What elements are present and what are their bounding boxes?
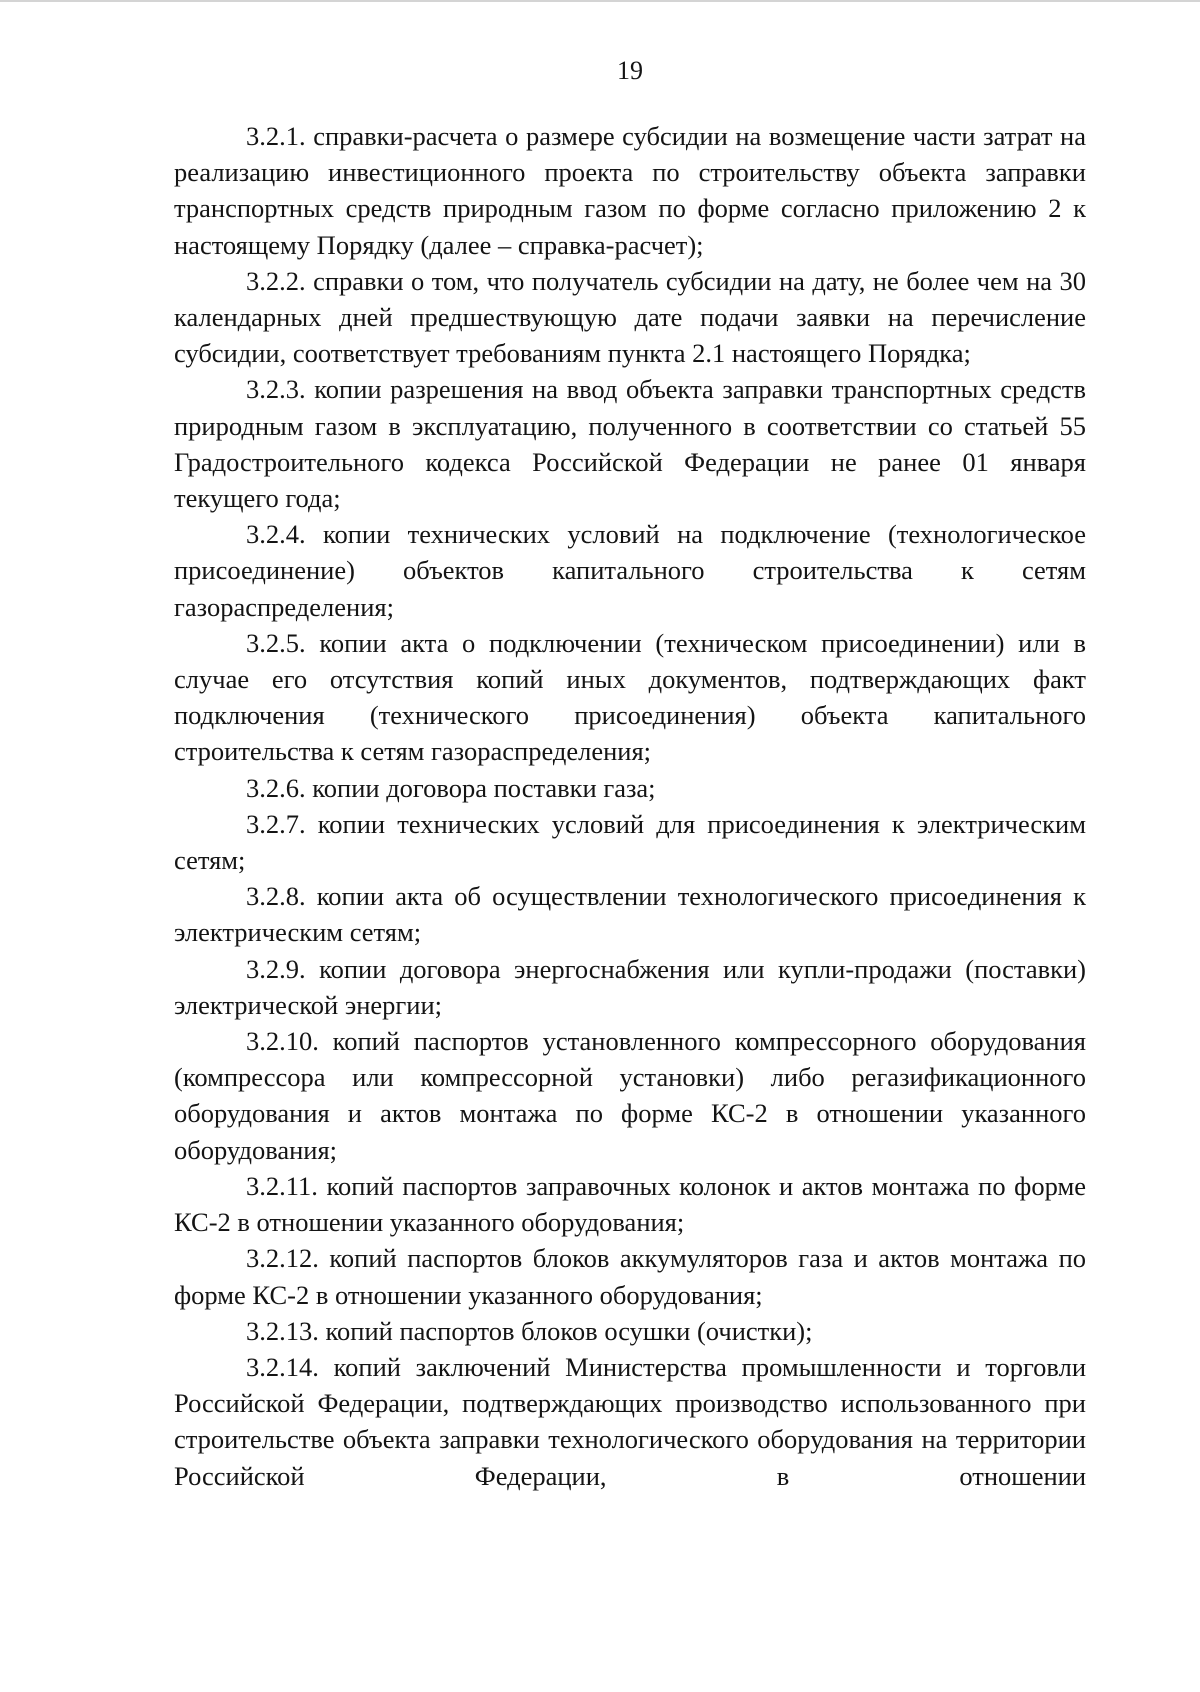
- paragraph-3-2-12: 3.2.12. копий паспортов блоков аккумуляторов газа и актов монтажа по форме КС-2 в отношении указанного оборудования;: [174, 1243, 1086, 1310]
- paragraph-3-2-1: 3.2.1. справки-расчета о размере субсидии на возмещение части затрат на реализацию инвестиционного проекта по строительству объекта заправки транспортных средств природным газом по форме согласно приложению 2 к настоящему Порядку (далее – справка-расчет);: [174, 121, 1086, 260]
- paragraph-3-2-10: 3.2.10. копий паспортов установленного компрессорного оборудования (компрессора или компрессорной установки) либо регазификационного оборудования и актов монтажа по форме КС-2 в отношении указанного оборудования;: [174, 1026, 1086, 1165]
- paragraph-3-2-5: 3.2.5. копии акта о подключении (техническом присоединении) или в случае его отсутствия копий иных документов, подтверждающих факт подключения (технического присоединения) объекта капитального строительства к сетям газораспределения;: [174, 627, 1086, 767]
- paragraph-3-2-14: 3.2.14. копий заключений Министерства промышленности и торговли Российской Федерации, подтверждающих производство использованного при строительстве объекта заправки технологического оборудования на территории Российской Федерации, в отношении: [174, 1351, 1086, 1491]
- paragraph-3-2-6: 3.2.6. копии договора поставки газа;: [246, 772, 656, 803]
- paragraph-3-2-3: 3.2.3. копии разрешения на ввод объекта заправки транспортных средств природным газом в эксплуатацию, полученного в соответствии со статьей 55 Градостроительного кодекса Российской Федерации не ранее 01 января текущего года;: [174, 374, 1086, 514]
- scan-edge-line: [0, 0, 1200, 2]
- paragraph-3-2-2: 3.2.2. справки о том, что получатель субсидии на дату, не более чем на 30 календарных дней предшествующую дате подачи заявки на перечисление субсидии, соответствует требованиям пункта 2.1 настоящего Порядка;: [174, 265, 1086, 369]
- paragraph-3-2-13: 3.2.13. копий паспортов блоков осушки (очистки);: [246, 1315, 813, 1346]
- document-body: [174, 118, 1086, 1494]
- paragraph-3-2-4: 3.2.4. копии технических условий на подключение (технологическое присоединение) объектов капитального строительства к сетям газораспределения;: [174, 519, 1086, 622]
- paragraph-3-2-9: 3.2.9. копии договора энергоснабжения или купли-продажи (поставки) электрической энергии;: [174, 953, 1086, 1020]
- paragraph-3-2-8: 3.2.8. копии акта об осуществлении технологического присоединения к электрическим сетям;: [174, 881, 1086, 948]
- paragraph-3-2-11: 3.2.11. копий паспортов заправочных колонок и актов монтажа по форме КС-2 в отношении указанного оборудования;: [174, 1170, 1086, 1238]
- page-number: 19: [617, 56, 643, 85]
- paragraph-3-2-7: 3.2.7. копии технических условий для присоединения к электрическим сетям;: [174, 808, 1086, 876]
